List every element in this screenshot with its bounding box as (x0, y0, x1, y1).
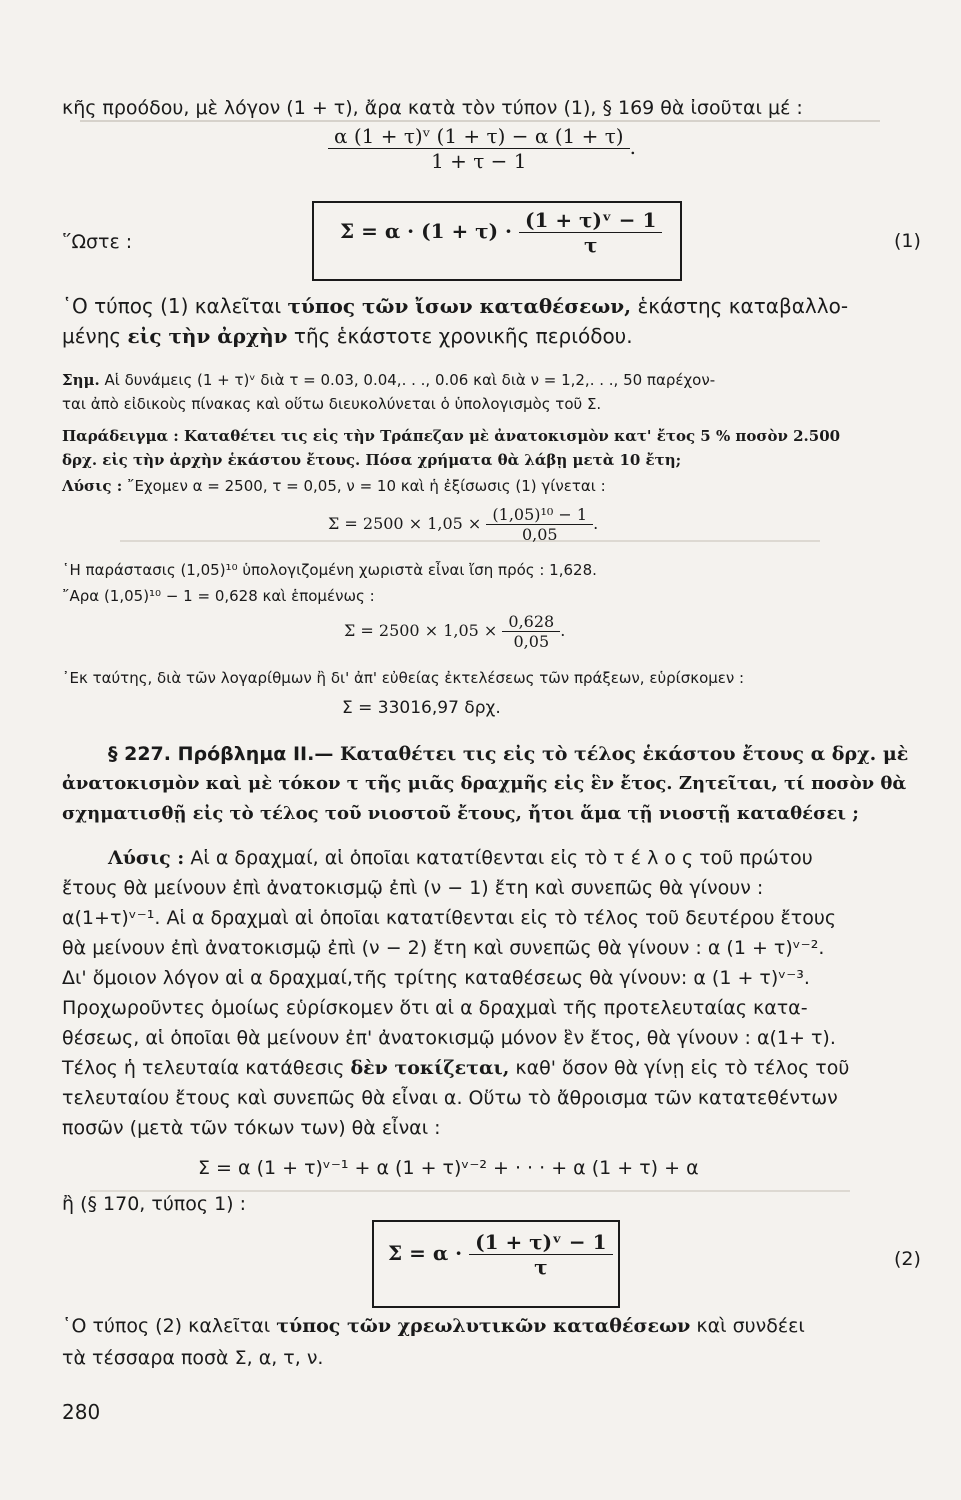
text-line: ἔτους θὰ μείνουν ἐπὶ ἀνατοκισμῷ ἐπὶ (ν − 1) ἔτη καὶ συνεπῶς θὰ γίνουν : (62, 877, 764, 899)
text-line: μένης εἰς τὴν ἀρχὴν τῆς ἑκάστοτε χρονικῆς περιόδου. (62, 324, 633, 348)
text-line: Δι' ὅμοιον λόγον αἱ α δραχμαί,τῆς τρίτης καταθέσεως θὰ γίνουν: α (1 + τ)ᵛ⁻³. (62, 967, 810, 989)
problem-text: σχηματισθῇ εἰς τὸ τέλος τοῦ νιοστοῦ ἔτους, ἤτοι ἅμα τῇ νιοστῇ καταθέσει ; (62, 803, 859, 824)
formula-numerator: (1 + τ)ᵛ − 1 (469, 1230, 612, 1255)
text-line: ἢ (§ 170, τύπος 1) : (62, 1193, 247, 1215)
text-line: τὰ τέσσαρα ποσὰ Σ, α, τ, ν. (62, 1347, 324, 1369)
fraction: $\frac{\text{α (1 + τ)ᵛ (1 + τ) − α (1 + τ)}}{1 + \tau - 1}$ . (328, 124, 636, 173)
formula-denominator: τ (534, 1255, 548, 1279)
equation-number-1: (1) (894, 230, 921, 252)
text-line: α(1+τ)ᵛ⁻¹. Αἱ α δραχμαὶ αἱ ὁποῖαι κατατίθενται εἰς τὸ τέλος τοῦ δευτέρου ἔτους (62, 907, 836, 929)
text-line: θέσεως, αἱ ὁποῖαι θὰ μείνουν ἐπ' ἀνατοκισμῷ μόνον ἓν ἔτος, θὰ γίνουν : α(1+ τ). (62, 1027, 836, 1049)
example-solution: Λύσις : ῎Εχομεν α = 2500, τ = 0,05, ν = 10 καὶ ἡ ἐξίσωσις (1) γίνεται : (62, 477, 606, 495)
text-line: ῾Ο τύπος (1) καλεῖται τύπος τῶν ἴσων καταθέσεων, ἑκάστης καταβαλλο- (62, 294, 849, 318)
example-equation-2: Σ = 2500 × 1,05 × $\frac{0,628}{0,05}$ . (344, 612, 566, 651)
example-result: Σ = 33016,97 δρχ. (342, 698, 501, 718)
text-line: τελευταίου ἔτους καὶ συνεπῶς θὰ εἶναι α. Οὕτω τὸ ἄθροισμα τῶν κατατεθέντων (62, 1087, 838, 1109)
text-line: ῾Ο τύπος (2) καλεῖται τύπος τῶν χρεωλυτικῶν καταθέσεων καὶ συνδέει (62, 1315, 805, 1337)
formula-lhs: Σ = α · (1 + τ) · (340, 219, 513, 243)
note-line: Σημ. Αἱ δυνάμεις (1 + τ)ᵛ διὰ τ = 0.03, 0.04,. . ., 0.06 καὶ διὰ ν = 1,2,. . ., 50 παρέχον- (62, 371, 716, 389)
text-line: ποσῶν (μετὰ τῶν τόκων των) θὰ εἶναι : (62, 1117, 441, 1139)
fraction-denominator: 1 + τ − 1 (431, 149, 527, 173)
page-number: 280 (62, 1400, 101, 1424)
text-line: ᾿Εκ ταύτης, διὰ τῶν λογαρίθμων ἢ δι' ἀπ' εὐθείας ἐκτελέσεως τῶν πράξεων, εὑρίσκομεν : (62, 669, 745, 687)
note-line: ται ἀπὸ εἰδικοὺς πίνακας καὶ οὕτω διευκολύνεται ὁ ὑπολογισμὸς τοῦ Σ. (62, 395, 602, 413)
problem-text: ἀνατοκισμὸν καὶ μὲ τόκον τ τῆς μιᾶς δραχμῆς εἰς ἓν ἔτος. Ζητεῖται, τί ποσὸν θὰ (62, 773, 907, 794)
example-equation-1: Σ = 2500 × 1,05 × $\frac{\text{(1,05)¹⁰ − 1}}{0,05}$ . (328, 505, 599, 544)
formula-lhs: Σ = α · (388, 1241, 463, 1265)
text-line: Λύσις : Αἱ α δραχμαί, αἱ ὁποῖαι κατατίθενται εἰς τὸ τ έ λ ο ς τοῦ πρώτου (108, 847, 813, 869)
problem-heading: § 227. Πρόβλημα ΙΙ.— Καταθέτει τις εἰς τὸ τέλος ἑκάστου ἔτους α δρχ. μὲ (108, 743, 909, 765)
sum-equation: Σ = α (1 + τ)ᵛ⁻¹ + α (1 + τ)ᵛ⁻² + · · · + α (1 + τ) + α (198, 1157, 699, 1179)
formula-numerator: (1 + τ)ᵛ − 1 (519, 208, 662, 233)
formula-2 (388, 1230, 613, 1279)
fraction-numerator: α (1 + τ)ᵛ (1 + τ) − α (1 + τ) (328, 124, 630, 149)
text-line: ῾Η παράστασις (1,05)¹⁰ ὑπολογιζομένη χωριστὰ εἶναι ἴση πρός : 1,628. (62, 561, 597, 579)
text-line: θὰ μείνουν ἐπὶ ἀνατοκισμῷ ἐπὶ (ν − 2) ἔτη καὶ συνεπῶς θὰ γίνουν : α (1 + τ)ᵛ⁻². (62, 937, 825, 959)
hoste-label: ῞Ωστε : (62, 231, 133, 253)
formula-1 (340, 208, 662, 257)
text-line: ῎Αρα (1,05)¹⁰ − 1 = 0,628 καὶ ἑπομένως : (62, 587, 375, 605)
example-title: δρχ. εἰς τὴν ἀρχὴν ἑκάστου ἔτους. Πόσα χρήματα θὰ λάβῃ μετὰ 10 ἔτη; (62, 451, 682, 469)
bleed-through (80, 120, 880, 122)
equation-number-2: (2) (894, 1248, 921, 1270)
text-line: κῆς προόδου, μὲ λόγον (1 + τ), ἄρα κατὰ τὸν τύπον (1), § 169 θὰ ἰσοῦται μέ : (62, 97, 803, 119)
text-line: Τέλος ἡ τελευταία κατάθεσις δὲν τοκίζεται, καθ' ὅσον θὰ γίνῃ εἰς τὸ τέλος τοῦ (62, 1057, 850, 1079)
formula-denominator: τ (583, 233, 598, 257)
text-line: Προχωροῦντες ὁμοίως εὑρίσκομεν ὅτι αἱ α δραχμαὶ τῆς προτελευταίας κατα- (62, 997, 808, 1019)
example-title: Παράδειγμα : Καταθέτει τις εἰς τὴν Τράπεζαν μὲ ἀνατοκισμὸν κατ' ἔτος 5 % ποσὸν 2.500 (62, 427, 841, 445)
